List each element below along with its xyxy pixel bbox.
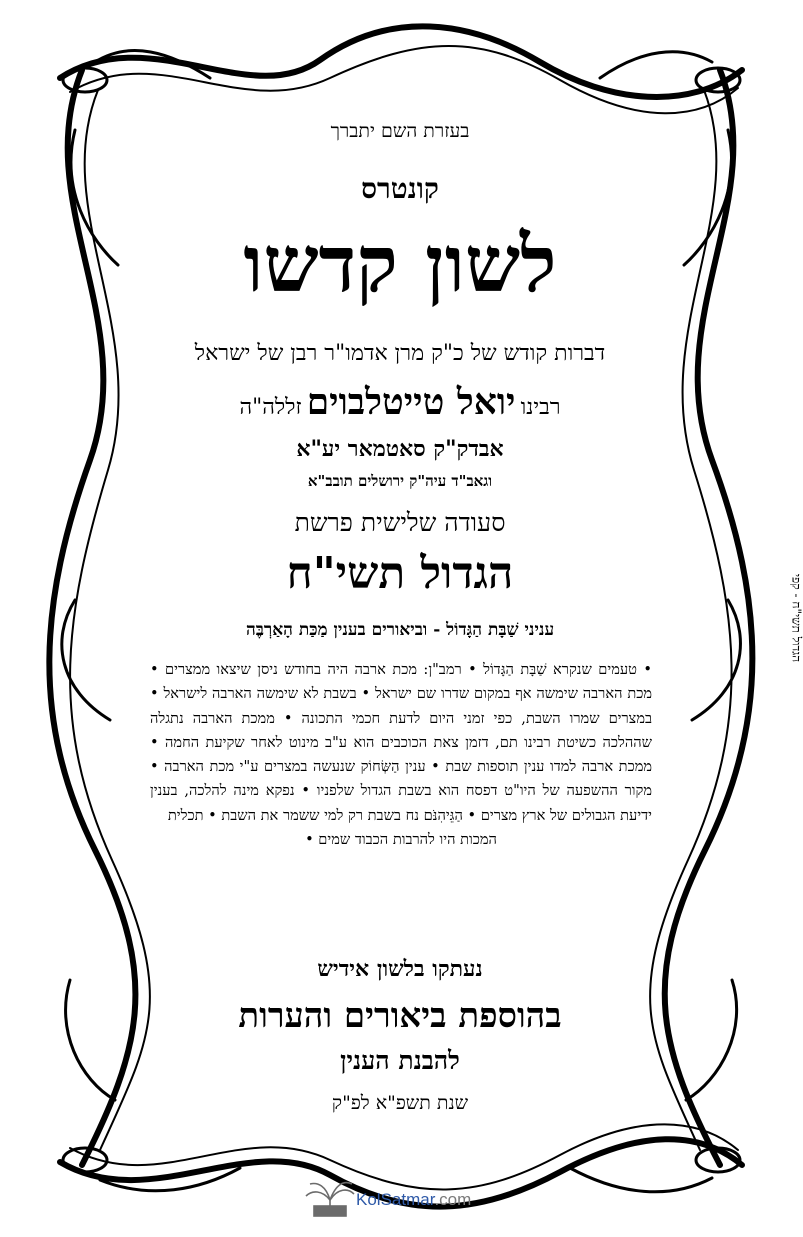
shabbat-name: הגדול תשי"ח bbox=[286, 548, 514, 599]
speaker-prefix: רבינו bbox=[520, 395, 561, 420]
speaker-title2: וגאב"ד עיה"ק ירושלים תובב"א bbox=[307, 472, 493, 490]
side-note: הגדול תשי"ח - קפי bbox=[789, 573, 803, 663]
speaker-line1: דברות קודש של כ"ק מרן אדמו"ר רבן של ישראל bbox=[194, 341, 606, 366]
footer-brand-domain: .com bbox=[434, 1190, 472, 1209]
additions-line: בהוספת ביאורים והערות bbox=[238, 996, 562, 1036]
speaker-title1: אבדק"ק סאטמאר יע"א bbox=[296, 436, 504, 462]
top-line: בעזרת השם יתברך bbox=[330, 120, 470, 142]
kuntres-label: קונטרס bbox=[361, 172, 439, 205]
topics-last-line: המכות היו להרבות הכבוד שמים • bbox=[305, 831, 497, 849]
topics-heading: עניני שַׁבָּת הַגָּדוֹל - וביאורים בענין מַכַּת הָאַרְבֶּה bbox=[245, 620, 555, 640]
understanding-line: להבנת הענין bbox=[340, 1046, 460, 1075]
speaker-name-line bbox=[160, 380, 640, 431]
topics-list bbox=[150, 658, 652, 852]
topics-text: • טעמים שנקרא שַׁבָּת הַגָּדוֹל • רמב"ן: מכת ארבה היה בחודש ניסן שיצאו ממצרים • מכת הארבה שימשה אף במקום שדרו שם ישראל • בשבת לא שימשה הארבה לישראל • במצרים שמרו השבת, כפי זמני היום לדעת חכמי התכונה • ממכת הארבה נתגלה שההלכה כשיטת רבינו תם, דזמן צאת הכוכבים הוא ע"ב מינוט לאחר שקיעת החמה • ממכת ארבה למדו ענין תוספות שבת • ענין הַשְּׂחוֹק שנעשה במצרים ע"י מכת הארבה • מקור ההשפעה של היו"ט דפסח הוא בשבת הגדול שלפניו • נפקא מינה להלכה, בענין ידיעת הגבולים של ארץ מצרים • הַגֵּיהִנֹּם נח בשבת רק למי ששמר את השבת • תכלית bbox=[150, 661, 652, 824]
footer-brand-name: KolSatmar bbox=[356, 1190, 435, 1209]
footer-brand[interactable] bbox=[356, 1190, 471, 1210]
year-line: שנת תשפ"א לפ"ק bbox=[331, 1092, 469, 1114]
occasion-line: סעודה שלישית פרשת bbox=[294, 508, 506, 537]
speaker-suffix: זללה"ה bbox=[239, 395, 302, 420]
translated-line: נעתקו בלשון אידיש bbox=[317, 956, 483, 982]
speaker-name: יואל טייטלבוים bbox=[306, 381, 516, 423]
main-title: לשון קדשו bbox=[243, 219, 557, 310]
